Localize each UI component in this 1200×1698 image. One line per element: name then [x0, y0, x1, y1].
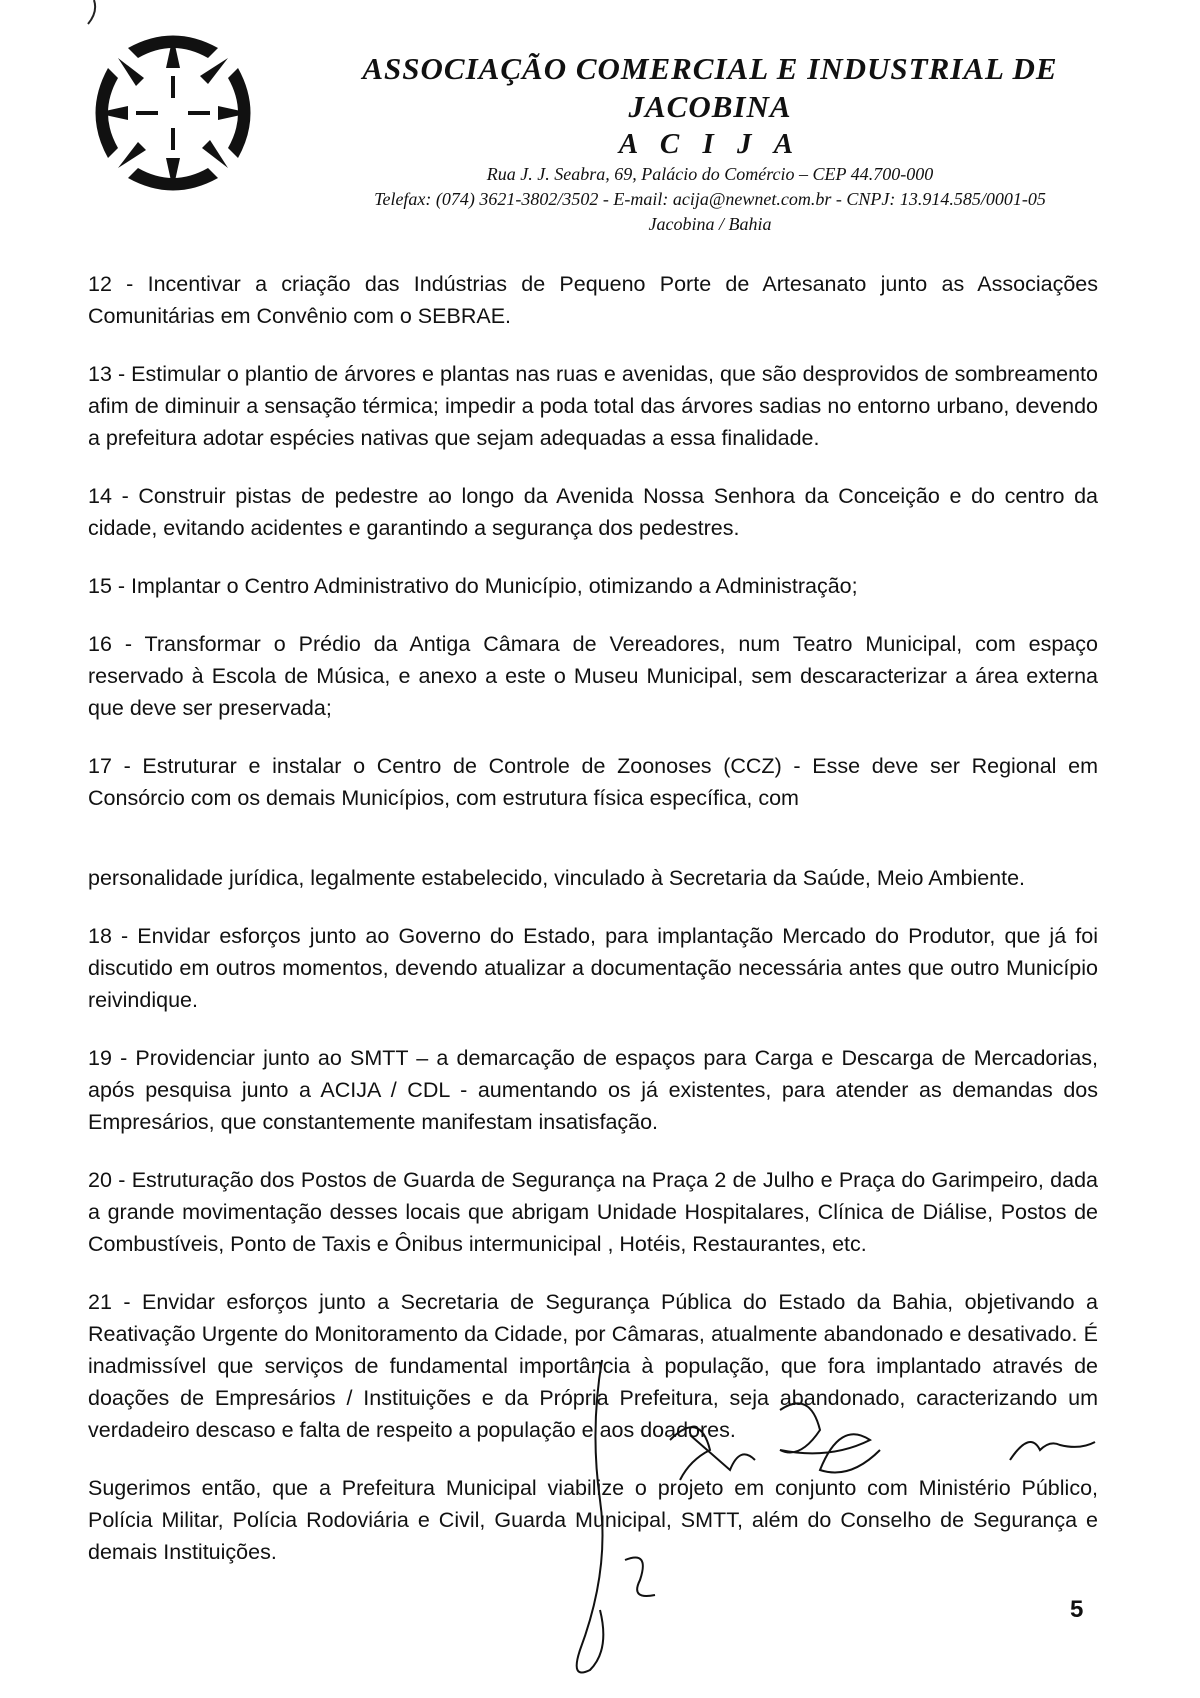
signature-2: [780, 1403, 880, 1472]
item-19: 19 - Providenciar junto ao SMTT – a demarcação de espaços para Carga e Descarga de Mercadorias, após pesquisa junto a ACIJA / CDL - aumentando os já existentes, para atender as demandas dos Empresários, que constantemente manifestam insatisfação.: [88, 1046, 1098, 1134]
organization-name: ASSOCIAÇÃO COMERCIAL E INDUSTRIAL DE JACOBINA: [362, 51, 1058, 124]
organization-contact: Telefax: (074) 3621-3802/3502 - E-mail: acija@newnet.com.br - CNPJ: 13.914.585/0001-05: [374, 189, 1046, 209]
item-21: 21 - Envidar esforços junto a Secretaria de Segurança Pública do Estado da Bahia, objetivando a Reativação Urgente do Monitoramento da Cidade, por Câmaras, atualmente abandonado e desativado. É inadmissível que serviços de fundamental importância à população, que fora implantado através de doações de Empresários / Instituições e da Própria Prefeitura, seja abandonado, caracterizando um verdadeiro descaso e falta de respeito a população e aos doadores.: [88, 1290, 1098, 1442]
initials: [625, 1558, 655, 1597]
closing-paragraph: Sugerimos então, que a Prefeitura Municipal viabilize o projeto em conjunto com Ministério Público, Polícia Militar, Polícia Rodoviária e Civil, Guarda Municipal, SMTT, além do Conselho de Segurança e demais Instituições.: [88, 1476, 1098, 1564]
organization-address: Rua J. J. Seabra, 69, Palácio do Comércio – CEP 44.700-000: [486, 164, 934, 184]
organization-city: Jacobina / Bahia: [648, 214, 772, 234]
item-12: 12 - Incentivar a criação das Indústrias de Pequeno Porte de Artesanato junto as Associações Comunitárias em Convênio com o SEBRAE.: [88, 272, 1098, 328]
item-15: 15 - Implantar o Centro Administrativo do Município, otimizando a Administração;: [88, 574, 858, 598]
pen-mark: [82, 0, 112, 28]
acija-logo-icon: [88, 28, 258, 198]
item-13: 13 - Estimular o plantio de árvores e plantas nas ruas e avenidas, que são desprovidos de sombreamento afim de diminuir a sensação térmica; impedir a poda total das árvores sadias no entorno urbano, devendo a prefeitura adotar espécies nativas que sejam adequadas a essa finalidade.: [88, 362, 1098, 450]
item-17-continued: personalidade jurídica, legalmente estabelecido, vinculado à Secretaria da Saúde, Meio Ambiente.: [88, 866, 1026, 890]
item-20: 20 - Estruturação dos Postos de Guarda de Segurança na Praça 2 de Julho e Praça do Garimpeiro, dada a grande movimentação desses locais que abrigam Unidade Hospitalares, Clínica de Diálise, Postos de Combustíveis, Ponto de Taxis e Ônibus intermunicipal , Hotéis, Restaurantes, etc.: [88, 1168, 1098, 1256]
signatures: [540, 1350, 1100, 1690]
item-17: 17 - Estruturar e instalar o Centro de Controle de Zoonoses (CCZ) - Esse deve ser Regional em Consórcio com os demais Municípios, com estrutura física específica, com: [88, 754, 1098, 810]
signature-1: [670, 1427, 755, 1480]
letterhead: [300, 50, 1120, 237]
page-number: 5: [1070, 1596, 1084, 1623]
organization-acronym: A C I J A: [618, 128, 802, 160]
signature-3: [1010, 1442, 1095, 1460]
item-14: 14 - Construir pistas de pedestre ao longo da Avenida Nossa Senhora da Conceição e do centro da cidade, evitando acidentes e garantindo a segurança dos pedestres.: [88, 484, 1098, 540]
item-16: 16 - Transformar o Prédio da Antiga Câmara de Vereadores, num Teatro Municipal, com espaço reservado à Escola de Música, e anexo a este o Museu Municipal, sem descaracterizar a área externa que deve ser preservada;: [88, 632, 1098, 720]
item-18: 18 - Envidar esforços junto ao Governo do Estado, para implantação Mercado do Produtor, que já foi discutido em outros momentos, devendo atualizar a documentação necessária antes que outro Município reivindique.: [88, 924, 1098, 1012]
signature-vertical: [577, 1360, 604, 1673]
